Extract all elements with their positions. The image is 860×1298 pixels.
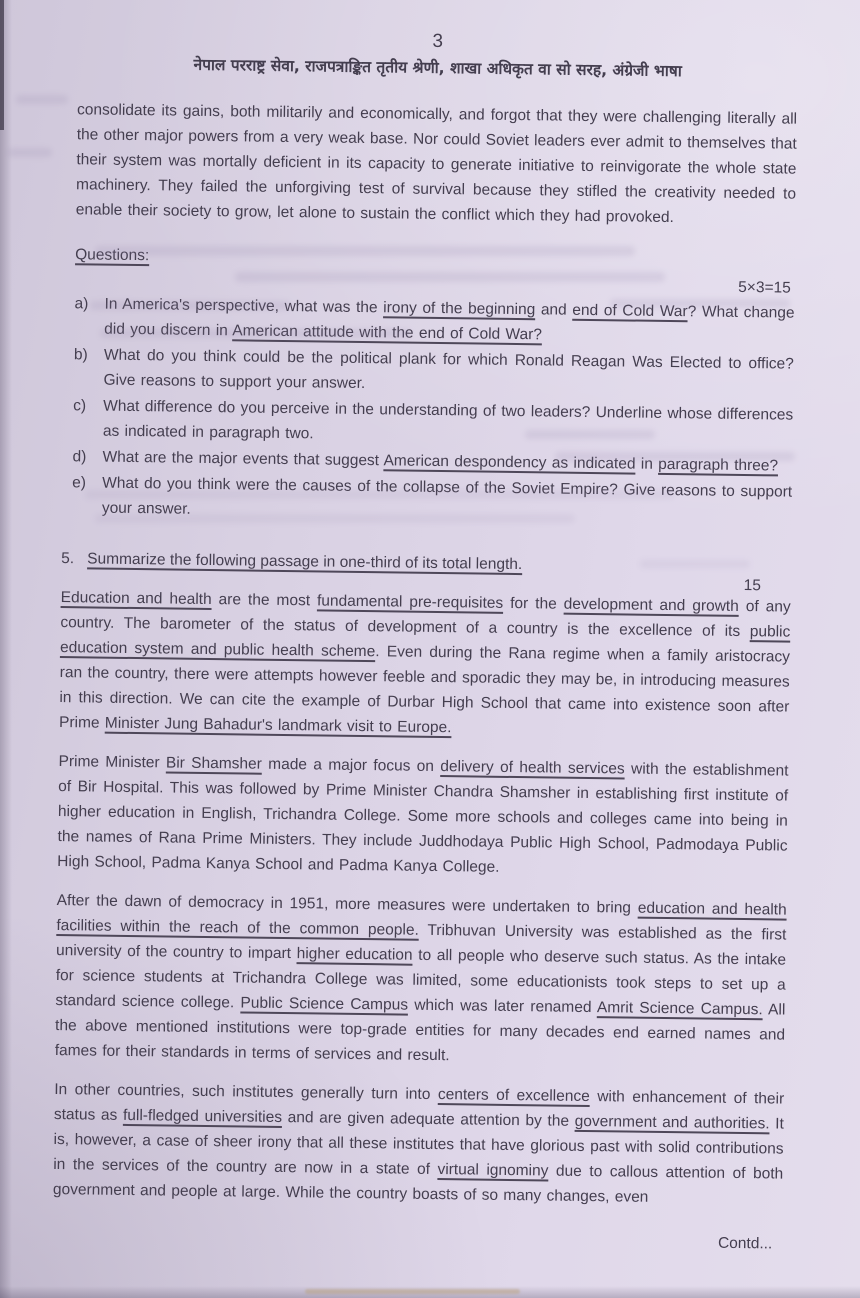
question-five xyxy=(53,546,792,1211)
question-item-d-label: d) xyxy=(72,448,87,466)
question-item-d-text: What are the major events that suggest American despondency as indicated in paragraph three? xyxy=(102,448,779,475)
question-five-number: 5. xyxy=(61,550,75,568)
question-item-a-text: In America's perspective, what was the irony of the beginning and end of Cold War? What change did you discern in American attitude with the end of Cold War? xyxy=(104,295,795,344)
question-item-c-label: c) xyxy=(73,397,87,415)
question-item-b-text: What do you think could be the political plank for which Ronald Reagan Was Elected to office? Give reasons to support your answer. xyxy=(103,346,794,393)
question-item-b-label: b) xyxy=(73,346,88,364)
scan-edge-vignette xyxy=(0,0,12,1298)
question-item-e-label: e) xyxy=(72,474,87,492)
question-item-c-text: What difference do you perceive in the understanding of two leaders? Underline whose differences as indicated in paragraph two. xyxy=(102,397,794,443)
passage-paragraph-2: Prime Minister Bir Shamsher made a major focus on delivery of health services with the establishment of Bir Hospital. This was followed by Prime Minister Chandra Shamsher in establishing first institute of higher education in English, Trichandra College. Some more schools and colleges came into being in the names of Rana Prime Ministers. They include Juddhodaya Public High School, Padmodaya Public High School, Padma Kanya School and Padma Kanya College. xyxy=(57,753,789,876)
question-item-e-text: What do you think were the causes of the collapse of the Soviet Empire? Give reasons to support your answer. xyxy=(101,474,793,518)
passage-paragraph-3: After the dawn of democracy in 1951, more measures were undertaken to bring education and health facilities within the reach of the common people. Tribhuvan University was established as the first university of the country to impart higher education to all people who deserve such status. As the intake for science students at Trichandra College was limited, some educationists took steps to set up a standard science college. Public Science Campus which was later renamed Amrit Science Campus. All the above mentioned institutions were top-grade entities for many decades end earned names and fames for their standards in terms of services and result. xyxy=(54,892,787,1065)
contd-note: Contd... xyxy=(717,1234,773,1253)
passage-paragraph-4: In other countries, such institutes generally turn into centers of excellence with enhancement of their status as full-fledged universities and are given adequate attention by the government and authorities. It is, however, a case of sheer irony that all these institutes that have glorious past with solid contributions in the services of the country are now in a state of virtual ignominy due to callous attention of both government and people at large. While the country boasts of so many changes, even xyxy=(52,1081,785,1206)
questions-marks: 5×3=15 xyxy=(738,278,791,297)
question-item-a xyxy=(74,291,795,350)
scan-bottom-smudge xyxy=(305,1289,520,1294)
question-five-title-text: Summarize the following passage in one-third of its total length. xyxy=(87,550,523,574)
questions-heading-text: Questions: xyxy=(75,246,150,265)
question-five-marks: 15 xyxy=(743,576,762,595)
cold-war-passage: consolidate its gains, both militarily and economically, and forgot that they were challenging literally all the other major powers from a very weak base. Nor could Soviet leaders ever admit to themselves that their system was mortally deficient in its capacity to generate initiative to reinvigorate the whole state machinery. They failed the unforgiving test of survival because they stifled the creativity needed to enable their society to grow, let alone to sustain the conflict which they had provoked. xyxy=(75,101,798,227)
question-item-e xyxy=(72,470,793,529)
question-five-title xyxy=(61,546,791,581)
question-item-b xyxy=(73,342,794,401)
page-number: 3 xyxy=(432,30,444,53)
question-item-a-label: a) xyxy=(74,295,89,313)
passage-paragraph-1: Education and health are the most fundamental pre-requisites for the development and growth of any country. The barometer of the status of development of a country is the excellence of its public education system and public health scheme. Even during the Rana regime when a family aristocracy ran the country, there were attempts however feeble and sporadic they may be, in introducing measures in this direction. We can cite the example of Durbar High School that came into existence soon after Prime Minister Jung Bahadur's landmark visit to Europe. xyxy=(58,589,791,737)
exam-title-devanagari: नेपाल परराष्ट्र सेवा, राजपत्राङ्कित तृतीय श्रेणी, शाखा अधिकृत वा सो सरह, अंग्रेजी भाषा xyxy=(193,55,682,81)
question-item-c xyxy=(73,393,794,452)
